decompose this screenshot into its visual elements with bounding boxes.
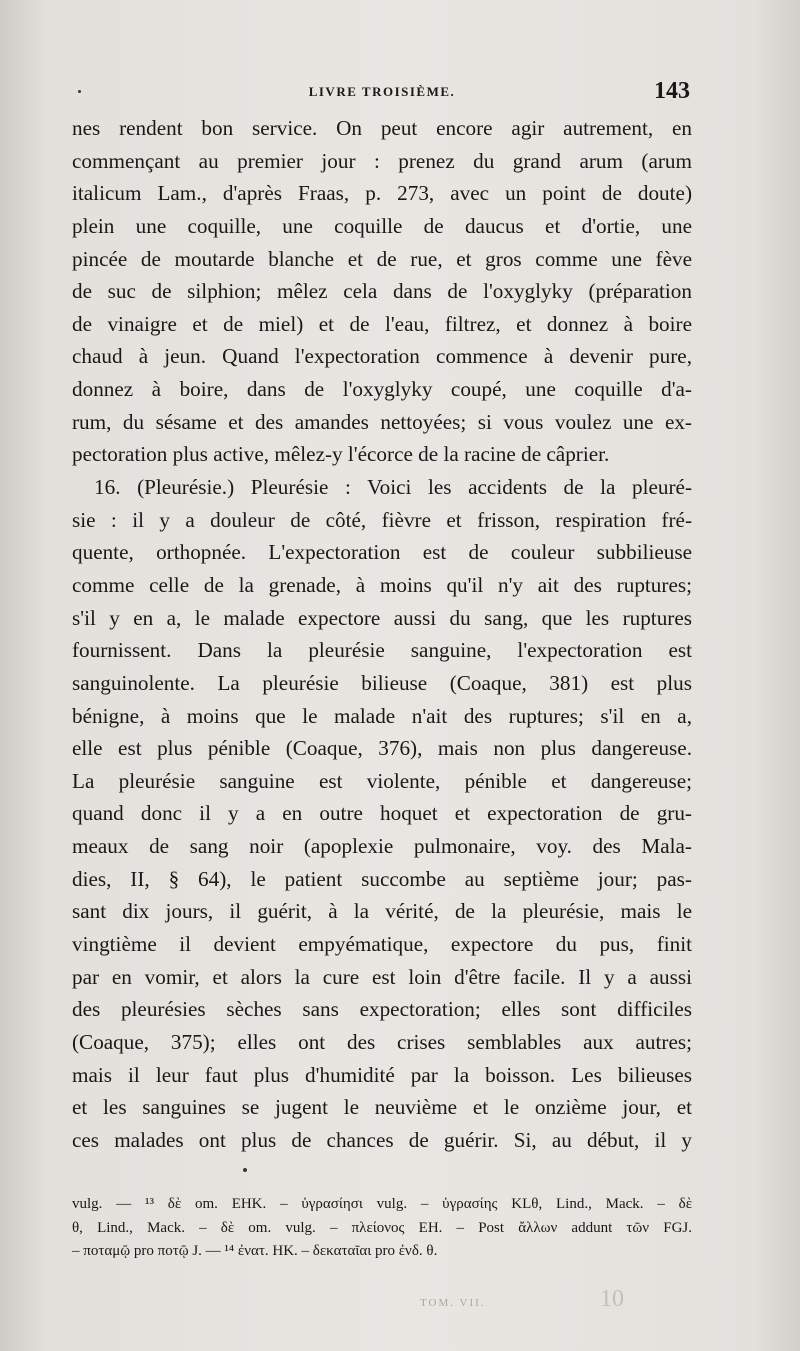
body-line: (Coaque, 375); elles ont des crises semblables aux autres; — [72, 1029, 692, 1054]
body-line: fournissent. Dans la pleurésie sanguine, l'expectoration est — [72, 638, 692, 663]
body-line: meaux de sang noir (apoplexie pulmonaire, voy. des Mala- — [72, 834, 692, 859]
body-line: sant dix jours, il guérit, à la vérité, de la pleurésie, mais le — [72, 899, 692, 924]
running-title: LIVRE TROISIÈME. — [308, 84, 456, 99]
body-line: La pleurésie sanguine est violente, pénible et dangereuse; — [72, 768, 692, 793]
page-header — [72, 78, 692, 108]
body-line: sanguinolente. La pleurésie bilieuse (Coaque, 381) est plus — [72, 670, 692, 695]
body-line: elle est plus pénible (Coaque, 376), mais non plus dangereuse. — [72, 736, 692, 761]
body-line: bénigne, à moins que le malade n'ait des ruptures; s'il en a, — [72, 703, 692, 728]
body-line: dies, II, § 64), le patient succombe au septième jour; pas- — [72, 866, 692, 891]
body-line: rum, du sésame et des amandes nettoyées; si vous voulez une ex- — [72, 409, 692, 434]
body-line: donnez à boire, dans de l'oxyglyky coupé, une coquille d'a- — [72, 377, 692, 402]
body-line: sie : il y a douleur de côté, fièvre et frisson, respiration fré- — [72, 507, 692, 532]
body-line: ces malades ont plus de chances de guérir. Si, au début, il y — [72, 1127, 692, 1152]
faint-show-through-number: 10 — [600, 1286, 624, 1312]
page-number: 143 — [654, 78, 690, 104]
body-line: mais il leur faut plus d'humidité par la boisson. Les bilieuses — [72, 1062, 692, 1087]
footer-dot — [243, 1168, 247, 1172]
body-line: de suc de silphion; mêlez cela dans de l'oxyglyky (préparation — [72, 279, 692, 304]
body-line: vingtième il devient empyématique, expectore du pus, finit — [72, 932, 692, 957]
body-line: pincée de moutarde blanche et de rue, et gros comme une fève — [72, 246, 692, 271]
body-line: 16. (Pleurésie.) Pleurésie : Voici les accidents de la pleuré- — [94, 475, 692, 500]
body-line: de vinaigre et de miel) et de l'eau, filtrez, et donnez à boire — [72, 311, 692, 336]
body-line: comme celle de la grenade, à moins qu'il n'y ait des ruptures; — [72, 572, 692, 597]
body-line: nes rendent bon service. On peut encore agir autrement, en — [72, 116, 692, 140]
signature-mark: TOM. VII. — [420, 1297, 486, 1309]
body-line: italicum Lam., d'après Fraas, p. 273, avec un point de doute) — [72, 181, 692, 206]
body-line: et les sanguines se jugent le neuvième et le onzième jour, et — [72, 1095, 692, 1120]
body-line: quand donc il y a en outre hoquet et expectoration de gru- — [72, 801, 692, 826]
body-line: s'il y en a, le malade expectore aussi du sang, que les ruptures — [72, 605, 692, 630]
body-line: quente, orthopnée. L'expectoration est de couleur subbilieuse — [72, 540, 692, 565]
body-line: par en vomir, et alors la cure est loin d'être facile. Il y a aussi — [72, 964, 692, 989]
body-line: des pleurésies sèches sans expectoration; elles sont difficiles — [72, 997, 692, 1022]
body-line: pectoration plus active, mêlez-y l'écorce de la racine de câprier. — [72, 442, 610, 467]
body-line: commençant au premier jour : prenez du grand arum (arum — [72, 148, 692, 173]
footnote-line: – ποταμῷ pro ποτῷ J. — ¹⁴ ἐνατ. HK. – δεκαταῖαι pro ἐνδ. θ. — [72, 1243, 438, 1259]
footnotes — [72, 1193, 692, 1264]
body-text — [72, 112, 692, 1157]
body-line: chaud à jeun. Quand l'expectoration commence à devenir pure, — [72, 344, 692, 369]
footnote-line: vulg. — ¹³ δὲ om. EHK. – ὑγρασίησι vulg. – ὑγρασίης KLθ, Lind., Mack. – δὲ — [72, 1196, 692, 1212]
body-line: plein une coquille, une coquille de daucus et d'ortie, une — [72, 213, 692, 238]
footnote-line: θ, Lind., Mack. – δὲ om. vulg. – πλείονος EH. – Post ἄλλων addunt τῶν FGJ. — [72, 1219, 692, 1236]
